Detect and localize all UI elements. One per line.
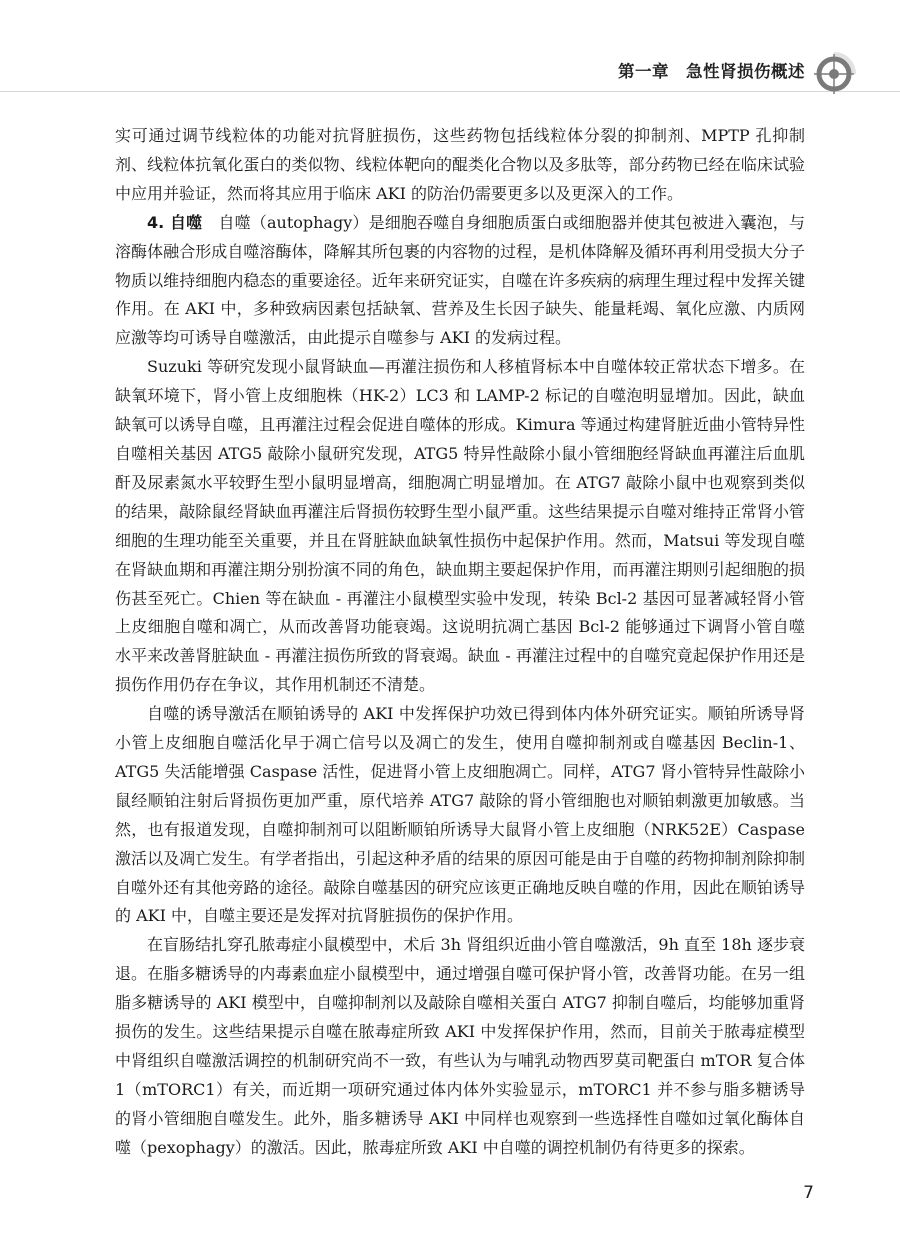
- paragraph-ischemia-reperfusion: Suzuki 等研究发现小鼠肾缺血—再灌注损伤和人移植肾标本中自噬体较正常状态下增多。在缺氧环境下，肾小管上皮细胞株（HK-2）LC3 和 LAMP-2 标记的自噬泡明显增加。因此，缺血缺氧可以诱导自噬，且再灌注过程会促进自噬体的形成。Kimura 等通过构建肾脏近曲小管特异性自噬相关基因 ATG5 敲除小鼠研究发现，ATG5 特异性敲除小鼠小管细胞经肾缺血再灌注后血肌酐及尿素氮水平较野生型小鼠明显增高，细胞凋亡明显增加。在 ATG7 敲除小鼠中也观察到类似的结果，敲除鼠经肾缺血再灌注后肾损伤较野生型小鼠严重。这些结果提示自噬对维持正常肾小管细胞的生理功能至关重要，并且在肾脏缺血缺氧性损伤中起保护作用。然而，Matsui 等发现自噬在肾缺血期和再灌注期分别扮演不同的角色，缺血期主要起保护作用，而再灌注期则引起细胞的损伤甚至死亡。Chien 等在缺血 - 再灌注小鼠模型实验中发现，转染 Bcl-2 基因可显著减轻肾小管上皮细胞自噬和凋亡，从而改善肾功能衰竭。这说明抗凋亡基因 Bcl-2 能够通过下调肾小管自噬水平来改善肾脏缺血 - 再灌注损伤所致的肾衰竭。缺血 - 再灌注过程中的自噬究竟起保护作用还是损伤作用仍存在争议，其作用机制还不清楚。: [115, 357, 805, 695]
- paragraph-cisplatin: 自噬的诱导激活在顺铂诱导的 AKI 中发挥保护功效已得到体内体外研究证实。顺铂所诱导肾小管上皮细胞自噬活化早于凋亡信号以及凋亡的发生，使用自噬抑制剂或自噬基因 Beclin-1、ATG5 失活能增强 Caspase 活性，促进肾小管上皮细胞凋亡。同样，ATG7 肾小管特异性敲除小鼠经顺铂注射后肾损伤更加严重，原代培养 ATG7 敲除的肾小管细胞也对顺铂刺激更加敏感。当然，也有报道发现，自噬抑制剂可以阻断顺铂所诱导大鼠肾小管上皮细胞（NRK52E）Caspase 激活以及凋亡发生。有学者指出，引起这种矛盾的结果的原因可能是由于自噬的药物抑制剂除抑制自噬外还有其他旁路的途径。敲除自噬基因的研究应该更正确地反映自噬的作用，因此在顺铂诱导的 AKI 中，自噬主要还是发挥对抗肾脏损伤的保护作用。: [115, 704, 805, 926]
- page-number: 7: [803, 1183, 814, 1203]
- page-body: [115, 122, 805, 1163]
- paragraph-autophagy-definition: 自噬（autophagy）是细胞吞噬自身细胞质蛋白或细胞器并使其包被进入囊泡，与溶酶体融合形成自噬溶酶体，降解其所包裹的内容物的过程，是机体降解及循环再利用受损大分子物质以维持细胞内稳态的重要途径。近年来研究证实，自噬在许多疾病的病理生理过程中发挥关键作用。在 AKI 中，多种致病因素包括缺氧、营养及生长因子缺失、能量耗竭、氧化应激、内质网应激等均可诱导自噬激活，由此提示自噬参与 AKI 的发病过程。: [115, 212, 805, 348]
- target-circle-icon: [810, 50, 858, 98]
- paragraph-autophagy-intro: [115, 209, 805, 354]
- paragraph-mitochondria-continued: 实可通过调节线粒体的功能对抗肾脏损伤，这些药物包括线粒体分裂的抑制剂、MPTP 孔抑制剂、线粒体抗氧化蛋白的类似物、线粒体靶向的醌类化合物以及多肽等，部分药物已经在临床试验中应用并验证，然而将其应用于临床 AKI 的防治仍需要更多以及更深入的工作。: [115, 126, 805, 203]
- paragraph-sepsis: 在盲肠结扎穿孔脓毒症小鼠模型中，术后 3h 肾组织近曲小管自噬激活，9h 直至 18h 逐步衰退。在脂多糖诱导的内毒素血症小鼠模型中，通过增强自噬可保护肾小管，改善肾功能。在另一组脂多糖诱导的 AKI 模型中，自噬抑制剂以及敲除自噬相关蛋白 ATG7 抑制自噬后，均能够加重肾损伤的发生。这些结果提示自噬在脓毒症所致 AKI 中发挥保护作用，然而，目前关于脓毒症模型中肾组织自噬激活调控的机制研究尚不一致，有些认为与哺乳动物西罗莫司靶蛋白 mTOR 复合体 1（mTORC1）有关，而近期一项研究通过体内体外实验显示，mTORC1 并不参与脂多糖诱导的肾小管细胞自噬发生。此外，脂多糖诱导 AKI 中同样也观察到一些选择性自噬如过氧化酶体自噬（pexophagy）的激活。因此，脓毒症所致 AKI 中自噬的调控机制仍有待更多的探索。: [115, 935, 805, 1157]
- chapter-title: 第一章 急性肾损伤概述: [618, 62, 805, 81]
- page-header: [0, 48, 900, 92]
- section-heading-autophagy: 4. 自噬: [147, 212, 203, 232]
